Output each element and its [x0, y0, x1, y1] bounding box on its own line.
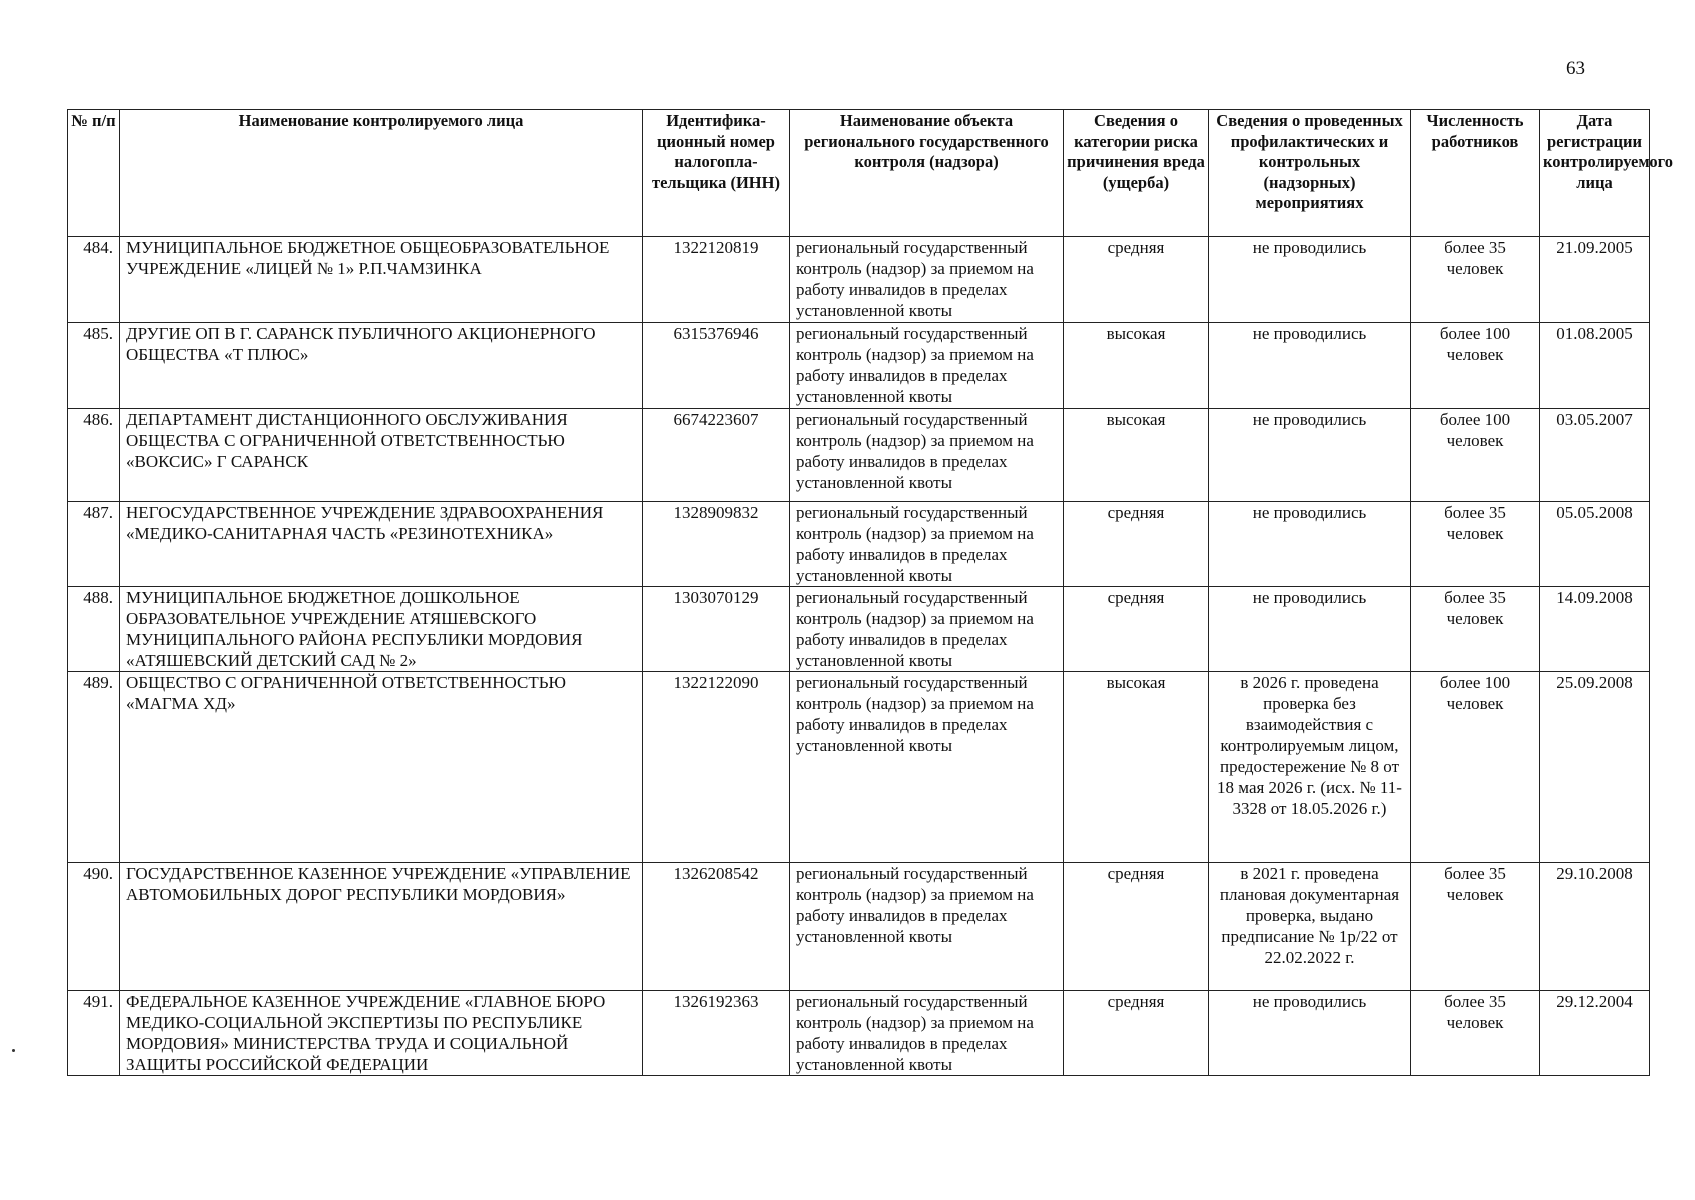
row-number: 491.: [68, 991, 120, 1076]
control-object: региональный государственный контроль (надзор) за приемом на работу инвалидов в пределах установленной квоты: [790, 409, 1064, 502]
entity-name: ФЕДЕРАЛЬНОЕ КАЗЕННОЕ УЧРЕЖДЕНИЕ «ГЛАВНОЕ БЮРО МЕДИКО-СОЦИАЛЬНОЙ ЭКСПЕРТИЗЫ ПО РЕСПУБЛИКЕ МОРДОВИЯ» МИНИСТЕРСТВА ТРУДА И СОЦИАЛЬНОЙ ЗАЩИТЫ РОССИЙСКОЙ ФЕДЕРАЦИИ: [120, 991, 643, 1076]
registration-date: 29.10.2008: [1540, 863, 1650, 991]
measures-cell: не проводились: [1209, 502, 1411, 587]
row-number: 489.: [68, 672, 120, 863]
staff-count: более 35 человек: [1411, 587, 1540, 672]
staff-count: более 100 человек: [1411, 323, 1540, 409]
table-row: [68, 409, 1650, 502]
registry-table: [67, 109, 1673, 1076]
header-risk-category: Сведения о категории риска причинения вреда (ущерба): [1064, 110, 1209, 237]
table-row: [68, 502, 1650, 587]
entity-name: ОБЩЕСТВО С ОГРАНИЧЕННОЙ ОТВЕТСТВЕННОСТЬЮ «МАГМА ХД»: [120, 672, 643, 863]
row-number: 487.: [68, 502, 120, 587]
control-object: региональный государственный контроль (надзор) за приемом на работу инвалидов в пределах установленной квоты: [790, 587, 1064, 672]
measures-cell: не проводились: [1209, 323, 1411, 409]
header-entity-name: Наименование контролируемого лица: [120, 110, 643, 237]
measures-cell: не проводились: [1209, 409, 1411, 502]
risk-category: средняя: [1064, 587, 1209, 672]
inn-cell: 6315376946: [643, 323, 790, 409]
staff-count: более 100 человек: [1411, 409, 1540, 502]
registration-date: 29.12.2004: [1540, 991, 1650, 1076]
staff-count: более 100 человек: [1411, 672, 1540, 863]
entity-name: ДЕПАРТАМЕНТ ДИСТАНЦИОННОГО ОБСЛУЖИВАНИЯ ОБЩЕСТВА С ОГРАНИЧЕННОЙ ОТВЕТСТВЕННОСТЬЮ «ВОКСИС» Г САРАНСК: [120, 409, 643, 502]
inn-cell: 1322122090: [643, 672, 790, 863]
page-number: 63: [1566, 58, 1585, 79]
table-row: [68, 237, 1650, 323]
measures-cell: в 2026 г. проведена проверка без взаимодействия с контролируемым лицом, предостережение № 8 от 18 мая 2026 г. (исх. № 11-3328 от 18.05.2026 г.): [1209, 672, 1411, 863]
measures-cell: не проводились: [1209, 587, 1411, 672]
measures-cell: в 2021 г. проведена плановая документарная проверка, выдано предписание № 1р/22 от 22.02.2022 г.: [1209, 863, 1411, 991]
inn-cell: 6674223607: [643, 409, 790, 502]
inn-cell: 1328909832: [643, 502, 790, 587]
table-row: [68, 587, 1650, 672]
risk-category: средняя: [1064, 237, 1209, 323]
control-object: региональный государственный контроль (надзор) за приемом на работу инвалидов в пределах установленной квоты: [790, 863, 1064, 991]
table-row: [68, 863, 1650, 991]
row-number: 490.: [68, 863, 120, 991]
staff-count: более 35 человек: [1411, 502, 1540, 587]
registration-date: 14.09.2008: [1540, 587, 1650, 672]
staff-count: более 35 человек: [1411, 863, 1540, 991]
scan-speck: [12, 1049, 15, 1052]
measures-cell: не проводились: [1209, 237, 1411, 323]
table-row: [68, 672, 1650, 863]
staff-count: более 35 человек: [1411, 237, 1540, 323]
entity-name: НЕГОСУДАРСТВЕННОЕ УЧРЕЖДЕНИЕ ЗДРАВООХРАНЕНИЯ «МЕДИКО-САНИТАРНАЯ ЧАСТЬ «РЕЗИНОТЕХНИКА»: [120, 502, 643, 587]
registration-date: 21.09.2005: [1540, 237, 1650, 323]
inn-cell: 1303070129: [643, 587, 790, 672]
header-registration-date: Дата регистрации контролируемого лица: [1540, 110, 1650, 237]
risk-category: высокая: [1064, 409, 1209, 502]
registration-date: 01.08.2005: [1540, 323, 1650, 409]
row-number: 485.: [68, 323, 120, 409]
risk-category: средняя: [1064, 502, 1209, 587]
control-object: региональный государственный контроль (надзор) за приемом на работу инвалидов в пределах установленной квоты: [790, 672, 1064, 863]
header-staff-count: Численность работников: [1411, 110, 1540, 237]
table-row: [68, 991, 1650, 1076]
inn-cell: 1326208542: [643, 863, 790, 991]
registration-date: 03.05.2007: [1540, 409, 1650, 502]
staff-count: более 35 человек: [1411, 991, 1540, 1076]
header-row-number: № п/п: [68, 110, 120, 237]
risk-category: высокая: [1064, 323, 1209, 409]
control-object: региональный государственный контроль (надзор) за приемом на работу инвалидов в пределах установленной квоты: [790, 991, 1064, 1076]
row-number: 488.: [68, 587, 120, 672]
entity-name: ДРУГИЕ ОП В Г. САРАНСК ПУБЛИЧНОГО АКЦИОНЕРНОГО ОБЩЕСТВА «Т ПЛЮС»: [120, 323, 643, 409]
row-number: 486.: [68, 409, 120, 502]
risk-category: высокая: [1064, 672, 1209, 863]
registration-date: 25.09.2008: [1540, 672, 1650, 863]
entity-name: МУНИЦИПАЛЬНОЕ БЮДЖЕТНОЕ ОБЩЕОБРАЗОВАТЕЛЬНОЕ УЧРЕЖДЕНИЕ «ЛИЦЕЙ № 1» Р.П.ЧАМЗИНКА: [120, 237, 643, 323]
table-row: [68, 323, 1650, 409]
inn-cell: 1326192363: [643, 991, 790, 1076]
control-object: региональный государственный контроль (надзор) за приемом на работу инвалидов в пределах установленной квоты: [790, 237, 1064, 323]
measures-cell: не проводились: [1209, 991, 1411, 1076]
header-inn: Идентифика-ционный номер налогопла-тельщика (ИНН): [643, 110, 790, 237]
entity-name: ГОСУДАРСТВЕННОЕ КАЗЕННОЕ УЧРЕЖДЕНИЕ «УПРАВЛЕНИЕ АВТОМОБИЛЬНЫХ ДОРОГ РЕСПУБЛИКИ МОРДОВИЯ»: [120, 863, 643, 991]
risk-category: средняя: [1064, 991, 1209, 1076]
table-header-row: [68, 110, 1650, 237]
inn-cell: 1322120819: [643, 237, 790, 323]
row-number: 484.: [68, 237, 120, 323]
header-control-object: Наименование объекта регионального государственного контроля (надзора): [790, 110, 1064, 237]
risk-category: средняя: [1064, 863, 1209, 991]
control-object: региональный государственный контроль (надзор) за приемом на работу инвалидов в пределах установленной квоты: [790, 323, 1064, 409]
registration-date: 05.05.2008: [1540, 502, 1650, 587]
entity-name: МУНИЦИПАЛЬНОЕ БЮДЖЕТНОЕ ДОШКОЛЬНОЕ ОБРАЗОВАТЕЛЬНОЕ УЧРЕЖДЕНИЕ АТЯШЕВСКОГО МУНИЦИПАЛЬНОГО РАЙОНА РЕСПУБЛИКИ МОРДОВИЯ «АТЯШЕВСКИЙ ДЕТСКИЙ САД № 2»: [120, 587, 643, 672]
header-measures: Сведения о проведенных профилактических и контрольных (надзорных) мероприятиях: [1209, 110, 1411, 237]
control-object: региональный государственный контроль (надзор) за приемом на работу инвалидов в пределах установленной квоты: [790, 502, 1064, 587]
